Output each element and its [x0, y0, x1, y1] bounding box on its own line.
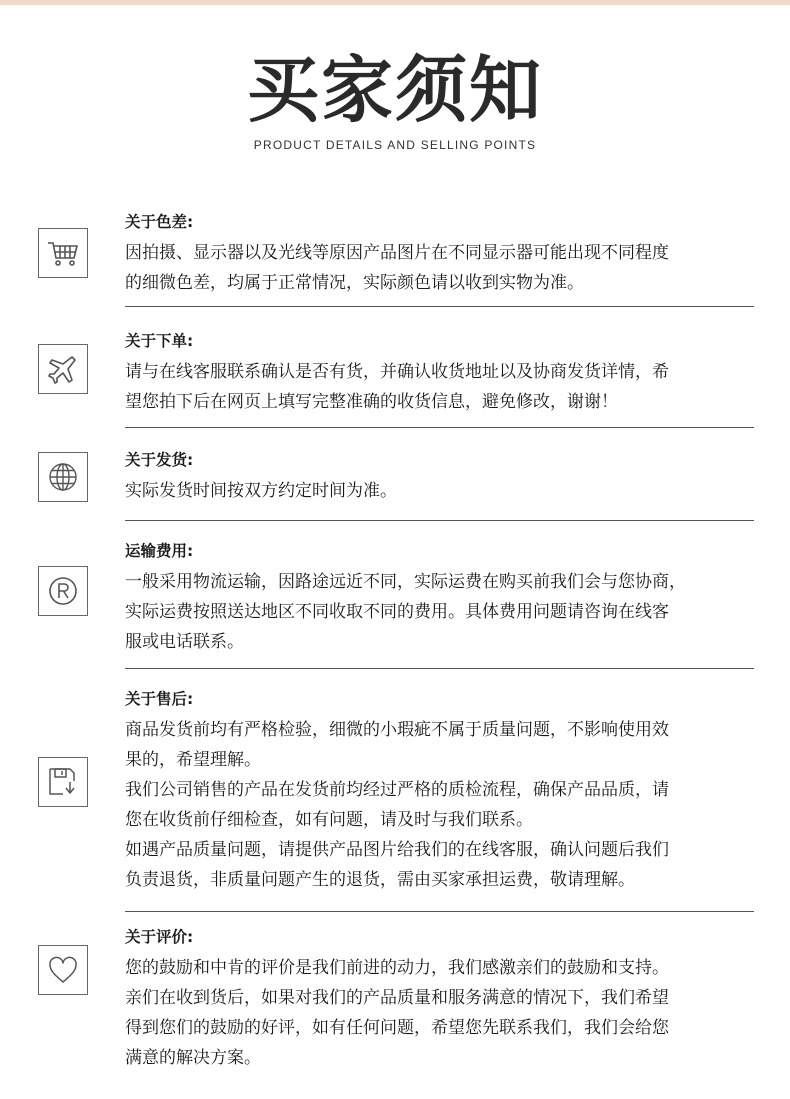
section-paragraph: 亲们在收到货后，如果对我们的产品质量和服务满意的情况下，我们希望 得到您们的鼓励的好评，如有任何问题，希望您先联系我们，我们会给您 满意的解决方案。	[125, 988, 669, 1068]
section-divider	[125, 427, 754, 428]
section-heading: 运输费用:	[125, 542, 194, 560]
section-heading: 关于发货:	[125, 451, 194, 469]
page-subtitle: PRODUCT DETAILS AND SELLING POINTS	[253, 138, 537, 152]
section-paragraph: 如遇产品质量问题，请提供产品图片给我们的在线客服，确认问题后我们 负责退货，非质量问题产生的退货，需由买家承担运费，敬请理解。	[125, 840, 669, 890]
shopping-cart-icon	[38, 228, 88, 278]
save-download-icon	[38, 757, 88, 807]
section-divider	[125, 520, 754, 521]
section-heading: 关于色差:	[125, 213, 194, 231]
section-divider	[125, 668, 754, 669]
section-paragraph: 我们公司销售的产品在发货前均经过严格的质检流程，确保产品品质，请 您在收货前仔细检查，如有问题，请及时与我们联系。	[125, 780, 669, 830]
section-paragraph: 您的鼓励和中肯的评价是我们前进的动力，我们感激亲们的鼓励和支持。	[125, 958, 669, 978]
section-paragraph: 商品发货前均有严格检验，细微的小瑕疵不属于质量问题，不影响使用效 果的，希望理解。	[125, 720, 669, 770]
section-heading: 关于评价:	[125, 928, 194, 946]
section-paragraph: 请与在线客服联系确认是否有货，并确认收货地址以及协商发货详情，希 望您拍下后在网页上填写完整准确的收货信息，避免修改，谢谢！	[125, 362, 669, 412]
section-paragraph: 一般采用物流运输，因路途远近不同，实际运费在购买前我们会与您协商， 实际运费按照送达地区不同收取不同的费用。具体费用问题请咨询在线客 服或电话联系。	[125, 572, 686, 652]
globe-icon	[38, 452, 88, 502]
airplane-icon	[38, 344, 88, 394]
section-paragraph: 实际发货时间按双方约定时间为准。	[125, 481, 397, 501]
section-paragraph: 因拍摄、显示器以及光线等原因产品图片在不同显示器可能出现不同程度 的细微色差，均属于正常情况，实际颜色请以收到实物为准。	[125, 243, 669, 293]
section-divider	[125, 911, 754, 912]
top-accent-strip	[0, 0, 790, 5]
section-divider	[125, 306, 754, 307]
page-header	[0, 50, 790, 152]
heart-icon	[38, 945, 88, 995]
registered-icon	[38, 566, 88, 616]
section-heading: 关于下单:	[125, 332, 194, 350]
page-title: 买家须知	[246, 48, 543, 132]
section-heading: 关于售后:	[125, 690, 194, 708]
